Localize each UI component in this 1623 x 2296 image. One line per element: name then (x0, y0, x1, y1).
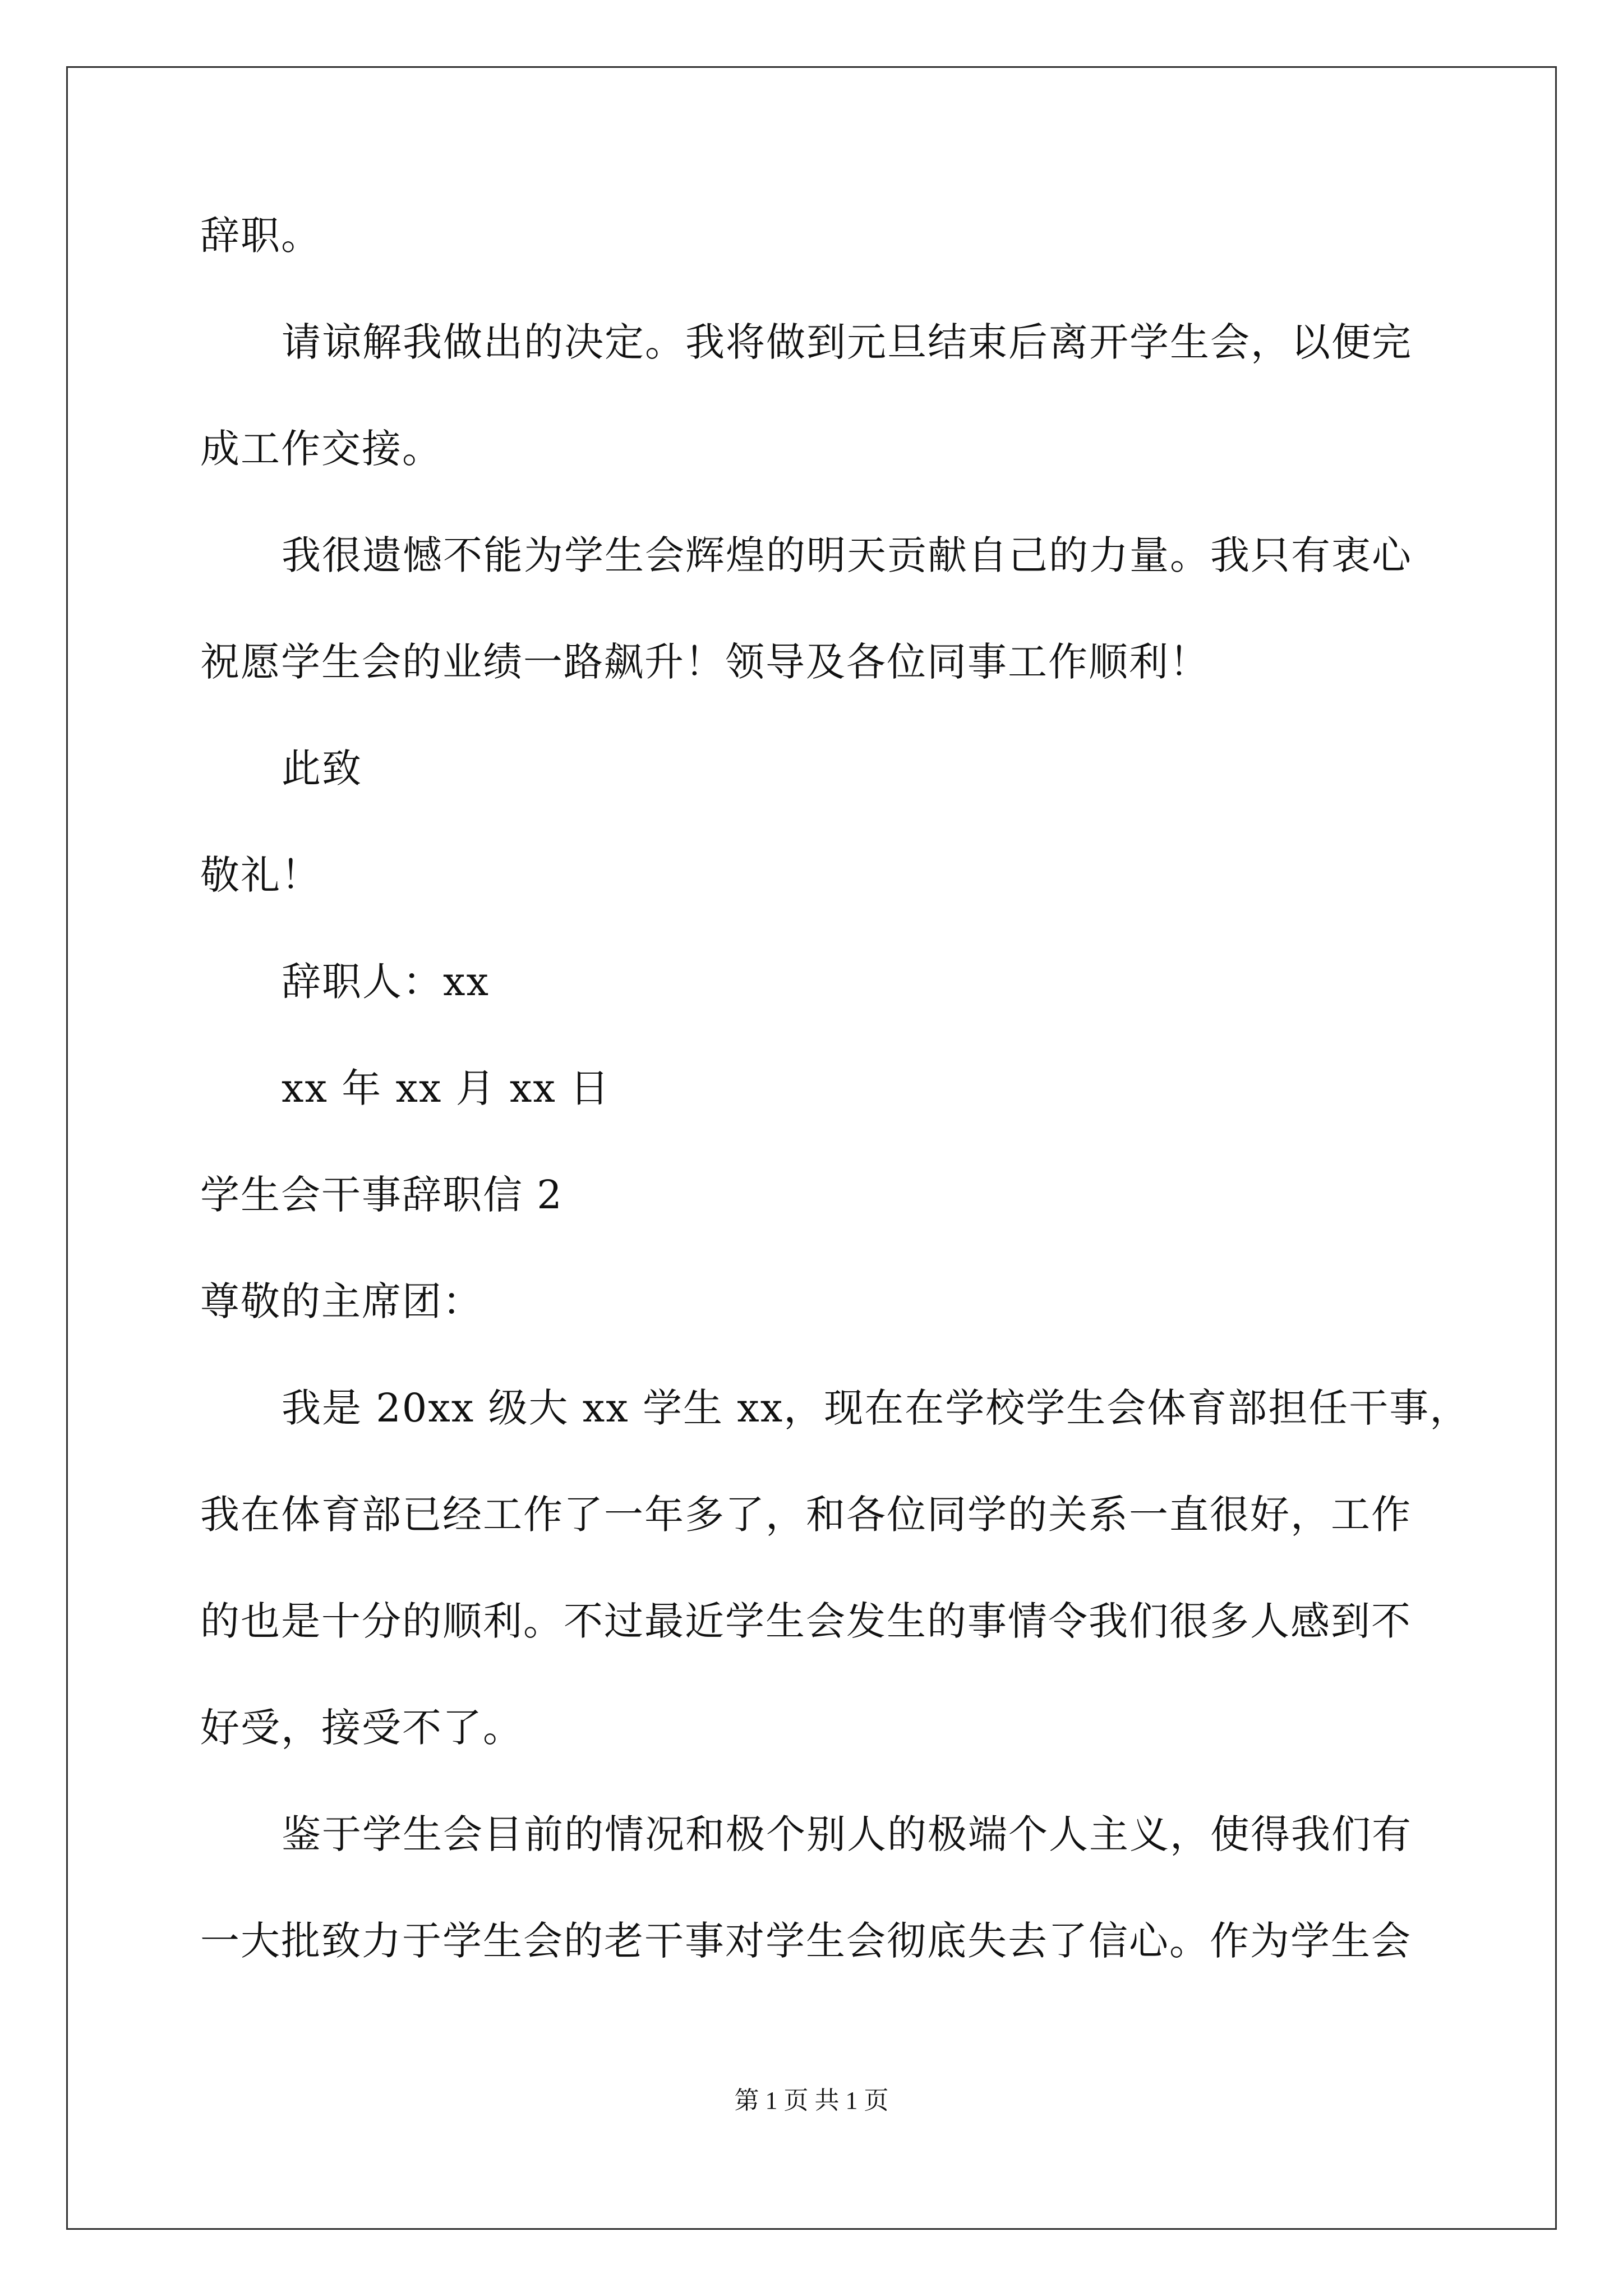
salutation-closing: 此致 (282, 746, 362, 792)
paragraph-line: 鉴于学生会目前的情况和极个别人的极端个人主义，使得我们有 (282, 1811, 1412, 1857)
text-line: 的也是十分的顺利。不过最近学生会发生的事情令我们很多人感到不 (200, 1598, 1412, 1644)
text-line: 辞职。 (200, 213, 321, 259)
section-title: 学生会干事辞职信 2 (200, 1172, 563, 1218)
paragraph-line: 请谅解我做出的决定。我将做到元旦结束后离开学生会，以便完 (282, 319, 1412, 365)
regards-line: 敬礼！ (200, 852, 321, 898)
signature-date: xx 年 xx 月 xx 日 (282, 1065, 611, 1111)
text-line: 一大批致力于学生会的老干事对学生会彻底失去了信心。作为学生会 (200, 1918, 1412, 1964)
text-line: 好受，接受不了。 (200, 1705, 523, 1751)
text-line: 我在体育部已经工作了一年多了，和各位同学的关系一直很好，工作 (200, 1492, 1412, 1538)
text-line: 祝愿学生会的业绩一路飙升！领导及各位同事工作顺利！ (200, 639, 1210, 685)
paragraph-line: 我很遗憾不能为学生会辉煌的明天贡献自己的力量。我只有衷心 (282, 532, 1412, 578)
page-border (66, 66, 1557, 2230)
greeting-line: 尊敬的主席团： (200, 1278, 483, 1324)
page-number-footer: 第 1 页 共 1 页 (734, 2087, 889, 2114)
paragraph-line: 我是 20xx 级大 xx 学生 xx，现在在学校学生会体育部担任干事， (282, 1385, 1470, 1431)
text-line: 成工作交接。 (200, 426, 442, 472)
signature-name: 辞职人：xx (282, 959, 490, 1005)
